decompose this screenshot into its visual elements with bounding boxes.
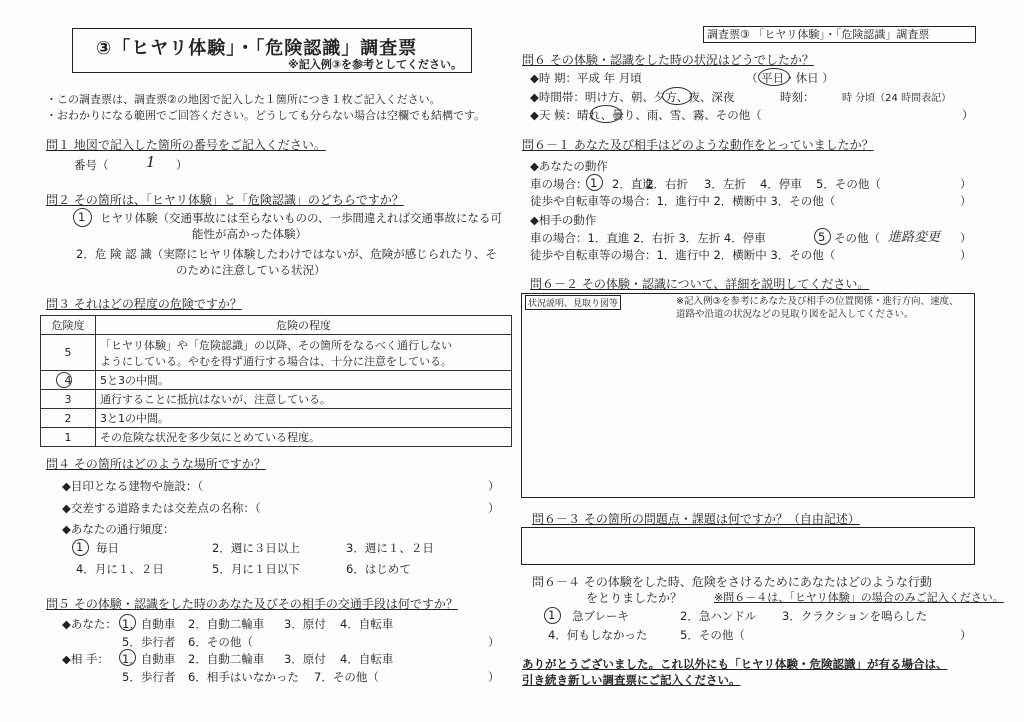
danger-desc: 3と1の中間。	[96, 409, 512, 428]
q6-time-fmt: 時 分頃（24 時間表記）	[842, 93, 952, 104]
q6-1-car-opt[interactable]: 5．その他（	[816, 177, 881, 191]
q6-4-o2[interactable]: 2．急ハンドル	[680, 609, 757, 623]
q6-weather-close: ）	[962, 108, 974, 122]
q2-opt2-cont: のために注意している状況）	[176, 263, 326, 277]
q6-1-other-head: ◆相手の動作	[530, 213, 597, 227]
q4-f2[interactable]: 2．週に３日以上	[212, 541, 300, 555]
q6-4-close: ）	[960, 628, 972, 642]
q6-4-label2: をとりましたか？	[586, 591, 683, 605]
q6-1-walk-close: ）	[960, 194, 972, 208]
q6-1-car-close: ）	[960, 177, 972, 191]
q6-1-car-opt[interactable]: 3．左折	[704, 177, 746, 191]
q6-1-car-opt[interactable]: 2．右折	[646, 177, 688, 191]
danger-desc: その危険な状況を多少気にとめている程度。	[96, 428, 512, 447]
q6-timeband-circle	[662, 87, 692, 105]
q6-1-car-opt[interactable]: 4．停車	[760, 177, 802, 191]
q5-other-opt[interactable]: 1．自動車	[122, 652, 176, 666]
q2-opt1-cont: 能性が高かった体験）	[192, 227, 307, 241]
q6-1-walk2-close: ）	[960, 248, 972, 262]
q6-1-car: 車の場合：	[530, 177, 588, 191]
q6-1-you-head: ◆あなたの動作	[530, 159, 608, 173]
q5-you-opt[interactable]: 4．自転車	[340, 617, 394, 631]
q6-3-box[interactable]	[521, 527, 975, 565]
q6-weather-circle	[590, 105, 622, 123]
danger-level[interactable]: 2	[41, 409, 96, 428]
q4-f5[interactable]: 5．月に１日以下	[212, 562, 300, 576]
q6-time-label: 時刻：	[780, 90, 815, 104]
q6-2-box[interactable]	[521, 293, 975, 498]
danger-desc: 5と3の中間。	[96, 371, 512, 390]
q2-opt1-num: 1	[78, 210, 86, 224]
q3-label: 問３ それはどの程度の危険ですか？	[46, 297, 242, 311]
q6-1-car2-opt5: 5	[818, 230, 826, 244]
q5-other-opt[interactable]: 5．歩行者	[122, 670, 176, 684]
q5-other-opt[interactable]: 7．その他（	[314, 670, 379, 684]
q1-label: 問１ 地図で記入した箇所の番号をご記入ください。	[46, 138, 326, 152]
q4-crossroad: ◆交差する道路または交差点の名称：（	[62, 501, 261, 515]
q6-1-car2-hand[interactable]: 進路変更	[888, 230, 941, 245]
q4-crossroad-close: ）	[488, 501, 500, 515]
danger-col-level: 危険度	[41, 316, 96, 335]
q4-f1-num: 1	[76, 540, 84, 554]
closing-line-2: 引き続き新しい調査票にご記入ください。	[522, 673, 741, 687]
q6-1-car2-close: ）	[960, 231, 972, 245]
q6-1-label: 問６－１ あなた及び相手はどのような動作をとっていましたか？	[522, 138, 874, 152]
header-tag: 調査票③ 「ヒヤリ体験」・「危険認識」調査票	[703, 26, 976, 43]
danger-level[interactable]: 5	[41, 335, 96, 371]
q2-opt2[interactable]: 2．危 険 認 識（実際にヒヤリ体験したわけではないが、危険が感じられたり、そ	[76, 247, 497, 261]
danger-selected-circle	[56, 372, 72, 388]
q6-4-o1-num: 1	[548, 608, 556, 622]
q5-you: ◆あなた：	[62, 617, 117, 631]
q4-label: 問４ その箇所はどのような場所ですか？	[46, 457, 266, 471]
q6-period-opts[interactable]: （ 平日・休日 ）	[746, 71, 834, 85]
q2-label: 問２ その箇所は、「ヒヤリ体験」と「危険認識」のどちらですか？	[46, 193, 404, 207]
q6-weather[interactable]: ◆天 候：晴れ、曇り、雨、雪、霧、その他（	[530, 108, 762, 122]
danger-table	[40, 315, 512, 447]
danger-col-desc: 危険の程度	[96, 316, 512, 335]
q6-1-car2[interactable]: 車の場合：1．直進 2．右折 3．左折 4．停車	[530, 231, 766, 245]
q6-4-o5[interactable]: 5．その他（	[680, 628, 745, 642]
q1-field: 番号（	[74, 158, 109, 172]
danger-level: 4	[64, 373, 72, 387]
q6-2-box-note: ※記入例③を参考にあなた及び相手の位置関係・進行方向、速度、道路や沿道の状況などの見取り図を記入してください。	[676, 296, 959, 320]
title-note: ※記入例③を参考としてください。	[288, 58, 463, 71]
q4-f6[interactable]: 6．はじめて	[346, 562, 411, 576]
q5-you-close: ）	[488, 635, 500, 649]
q6-4-o1: 急ブレーキ	[572, 609, 630, 623]
q4-landmark: ◆目印となる建物や施設：（	[62, 479, 204, 493]
q5-you-opt[interactable]: 6．その他（	[188, 635, 253, 649]
q4-frequency: ◆あなたの通行頻度：	[62, 522, 175, 536]
q6-1-car2-other: その他（	[834, 231, 880, 245]
q5-label: 問５ その体験・認識をした時のあなた及びその相手の交通手段は何ですか？	[46, 597, 458, 611]
danger-level[interactable]: 1	[41, 428, 96, 447]
q5-you-opt[interactable]: 1．自動車	[122, 617, 176, 631]
q5-other-opt[interactable]: 2．自動二輪車	[188, 652, 265, 666]
q1-close: ）	[176, 158, 188, 172]
q5-other: ◆相 手：	[62, 652, 109, 666]
q6-4-note: ※問６－４は、「ヒヤリ体験」の場合のみご記入ください。	[714, 591, 1004, 604]
danger-level-selected[interactable]	[41, 371, 96, 390]
q6-1-walk2[interactable]: 徒歩や自転車等の場合：1．進行中 2．横断中 3．その他（	[530, 248, 836, 262]
q4-f3[interactable]: 3．週に１、２日	[346, 541, 434, 555]
q5-other-close: ）	[488, 670, 500, 684]
q5-you-opt[interactable]: 5．歩行者	[122, 635, 176, 649]
q6-2-box-label: 状況説明、見取り図等	[525, 295, 621, 310]
q6-4-o3[interactable]: 3．クラクションを鳴らした	[782, 609, 928, 623]
q6-1-car-opt[interactable]: 2．直進	[612, 177, 654, 191]
q6-period: ◆時 期：平成 年 月頃	[530, 71, 642, 85]
q6-2-label: 問６－２ その体験・認識について、詳細を説明してください。	[530, 277, 870, 291]
q6-label: 問６ その体験・認識をした時の状況はどうでしたか？	[522, 53, 814, 67]
intro-line-1: ・この調査票は、調査票②の地図で記入した１箇所につき１枚ご記入ください。	[46, 93, 441, 106]
q6-1-car-opt: 1	[590, 176, 598, 190]
q4-f4[interactable]: 4．月に１、２日	[76, 562, 164, 576]
q6-4-label: 問６－４ その体験をした時、危険をさけるためにあなたはどのような行動	[532, 575, 932, 589]
q1-value[interactable]: 1	[146, 153, 156, 171]
q6-timeband[interactable]: ◆時間帯：明け方、朝、夕方、夜、深夜	[530, 90, 735, 104]
danger-desc-line: 「ヒヤリ体験」や「危険認識」の以降、その箇所をなるべく通行しない	[100, 338, 452, 352]
q6-3-label: 問６－３ その箇所の問題点・課題は何ですか？（自由記述）	[532, 512, 860, 526]
danger-desc-line: ようにしている。やむを得ず通行する場合は、十分に注意をしている。	[100, 354, 452, 368]
q5-other-opt[interactable]: 6．相手はいなかった	[188, 670, 299, 684]
q6-4-o4[interactable]: 4．何もしなかった	[548, 628, 648, 642]
closing-line-1: ありがとうございました。これ以外にも「ヒヤリ体験・危険認識」が有る場合は、	[522, 657, 948, 671]
danger-level[interactable]: 3	[41, 390, 96, 409]
q2-opt1: ヒヤリ体験（交通事故には至らないものの、一歩間違えれば交通事故になる可	[100, 211, 503, 225]
danger-desc	[96, 335, 512, 371]
q6-1-walk[interactable]: 徒歩や自転車等の場合：1．進行中 2．横断中 3．その他（	[530, 194, 836, 208]
page-title: ③「ヒヤリ体験」・「危険認識」調査票	[96, 38, 418, 59]
intro-line-2: ・おわかりになる範囲でご回答ください。どうしても分らない場合は空欄でも結構です。	[46, 109, 486, 122]
q4-landmark-close: ）	[488, 479, 500, 493]
q5-you-opt[interactable]: 3．原付	[284, 617, 326, 631]
danger-desc: 通行することに抵抗はないが、注意している。	[96, 390, 512, 409]
q4-f1: 毎日	[96, 541, 119, 555]
q5-other-opt[interactable]: 3．原付	[284, 652, 326, 666]
q5-you-opt[interactable]: 2．自動二輪車	[188, 617, 265, 631]
q6-weekday-circle	[758, 68, 790, 86]
q5-other-opt[interactable]: 4．自転車	[340, 652, 394, 666]
